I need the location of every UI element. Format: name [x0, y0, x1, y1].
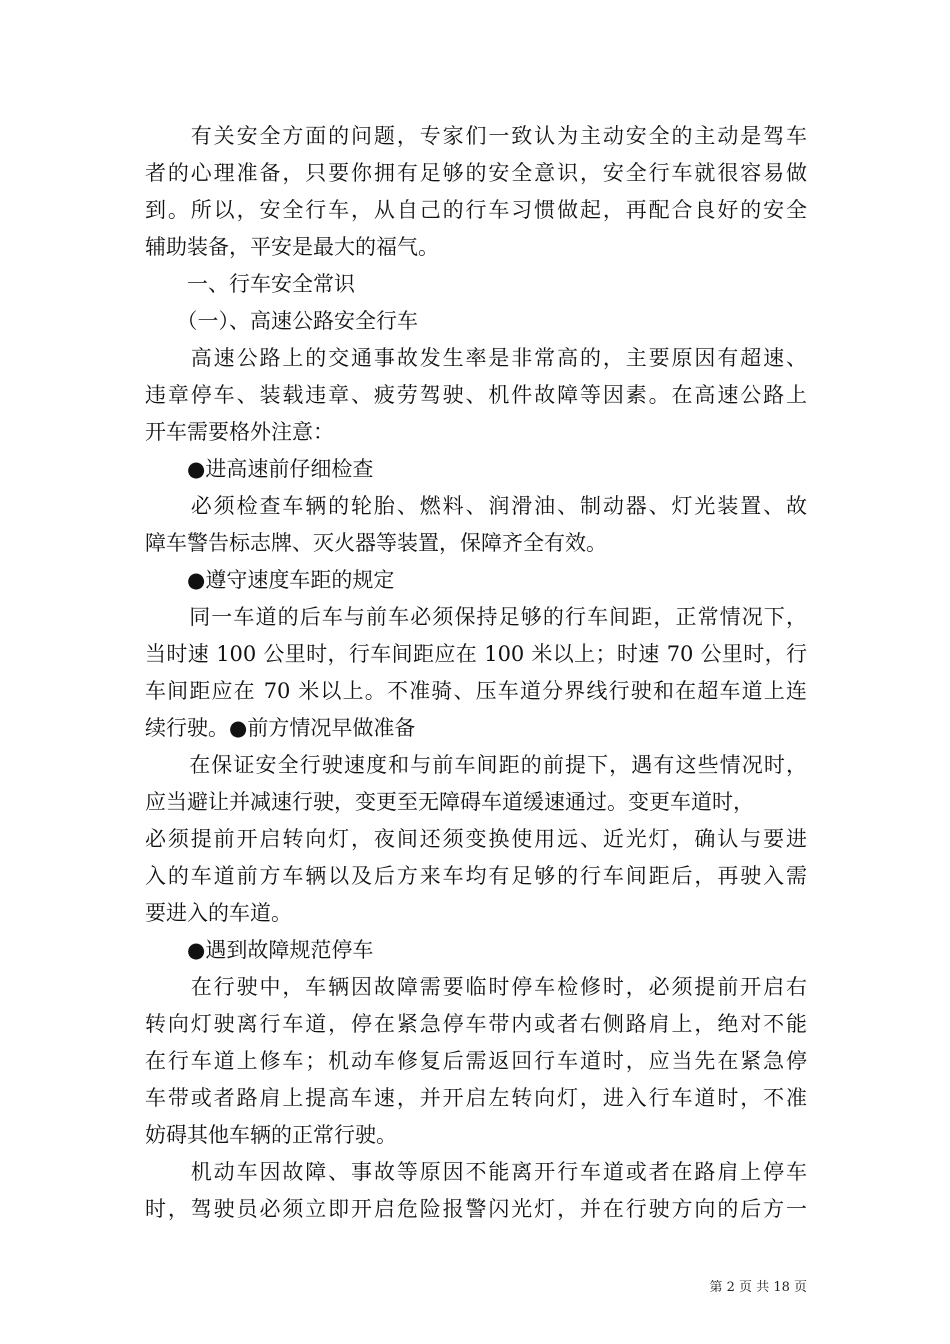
text-line: 高速公路上的交通事故发生率是非常高的，主要原因有超速、 — [145, 346, 807, 370]
text-line: （一）、高速公路安全行车 — [145, 309, 418, 333]
text-line: 在行驶中，车辆因故障需要临时停车检修时，必须提前开启右 — [145, 975, 807, 999]
text-line: ●遇到故障规范停车 — [145, 938, 374, 962]
text-line: ●遵守速度车距的规定 — [145, 568, 395, 592]
text-line: 机动车因故障、事故等原因不能离开行车道或者在路肩上停车 — [145, 1160, 807, 1184]
text-line: 到。所以，安全行车，从自己的行车习惯做起，再配合良好的安全 — [145, 198, 807, 222]
document-body — [145, 118, 807, 1228]
text-line: ●进高速前仔细检查 — [145, 457, 374, 481]
text-line: 转向灯驶离行车道，停在紧急停车带内或者右侧路肩上，绝对不能 — [145, 1012, 807, 1036]
text-line: 在行车道上修车；机动车修复后需返回行车道时，应当先在紧急停 — [145, 1049, 807, 1073]
text-line: 时，驾驶员必须立即开启危险报警闪光灯，并在行驶方向的后方一 — [145, 1197, 807, 1221]
text-line: 车带或者路肩上提高车速，并开启左转向灯，进入行车道时，不准 — [145, 1086, 807, 1110]
text-line: 有关安全方面的问题，专家们一致认为主动安全的主动是驾车 — [145, 124, 807, 148]
text-line: 妨碍其他车辆的正常行驶。 — [145, 1123, 397, 1147]
text-line: 续行驶。●前方情况早做准备 — [145, 716, 416, 740]
text-line: 入的车道前方车辆以及后方来车均有足够的行车间距后，再驶入需 — [145, 864, 807, 888]
text-line: 障车警告标志牌、灭火器等装置，保障齐全有效。 — [145, 531, 607, 555]
text-line: 必须提前开启转向灯，夜间还须变换使用远、近光灯，确认与要进 — [145, 827, 807, 851]
page-number-footer: 第 2 页 共 18 页 — [709, 1280, 807, 1295]
text-line: 同一车道的后车与前车必须保持足够的行车间距，正常情况下， — [145, 605, 807, 629]
text-line: 当时速 100 公里时，行车间距应在 100 米以上；时速 70 公里时，行 — [145, 642, 807, 666]
text-line: 违章停车、装载违章、疲劳驾驶、机件故障等因素。在高速公路上 — [145, 383, 807, 407]
text-line: 必须检查车辆的轮胎、燃料、润滑油、制动器、灯光装置、故 — [145, 494, 807, 518]
text-line: 要进入的车道。 — [145, 901, 292, 925]
text-line: 一、行车安全常识 — [145, 272, 355, 296]
text-line: 车间距应在 70 米以上。不准骑、压车道分界线行驶和在超车道上连 — [145, 679, 807, 703]
text-line: 辅助装备，平安是最大的福气。 — [145, 235, 439, 259]
text-line: 在保证安全行驶速度和与前车间距的前提下，遇有这些情况时， — [145, 753, 807, 777]
text-line: 开车需要格外注意： — [145, 420, 334, 444]
text-line: 者的心理准备，只要你拥有足够的安全意识，安全行车就很容易做 — [145, 161, 807, 185]
text-line: 应当避让并减速行驶，变更至无障碍车道缓速通过。变更车道时， — [145, 790, 754, 814]
